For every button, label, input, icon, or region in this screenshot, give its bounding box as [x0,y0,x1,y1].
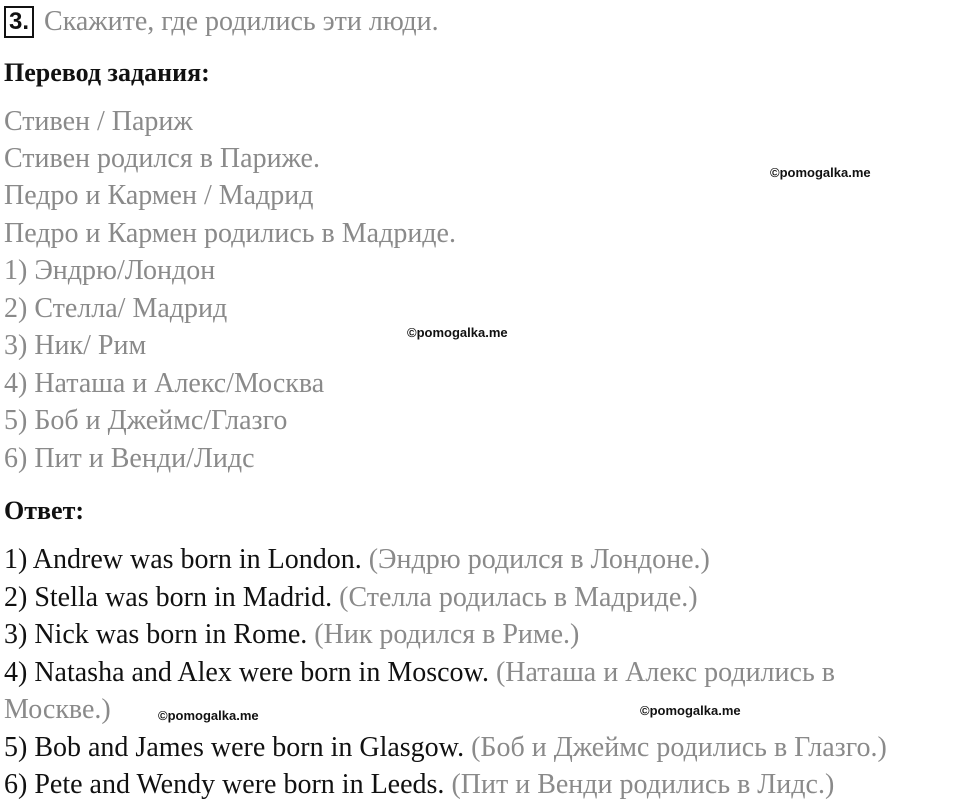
watermark: ©pomogalka.me [770,165,871,180]
answer-line [4,544,710,576]
translation-line: Педро и Кармен родились в Мадриде. [4,218,456,249]
answer-heading: Ответ: [4,496,85,525]
answer-russian: (Наташа и Алекс родились в [488,657,835,688]
answer-russian: (Стелла родилась в Мадриде.) [332,582,698,613]
watermark: ©pomogalka.me [158,708,259,723]
answer-russian: (Эндрю родился в Лондоне.) [361,544,710,575]
answer-line [4,732,887,764]
answer-russian: (Ник родился в Риме.) [307,619,580,650]
translation-line: 1) Эндрю/Лондон [4,255,216,286]
translation-line: Стивен / Париж [4,106,193,137]
answer-line [4,619,579,651]
answer-english: 6) Pete and Wendy were born in Leeds. [4,769,445,800]
answer-english: 1) Andrew was born in London. [4,544,362,575]
translation-line: 5) Боб и Джеймс/Глазго [4,405,288,436]
translation-line: Стивен родился в Париже. [4,143,320,174]
task-instruction: Скажите, где родились эти люди. [44,6,439,37]
translation-heading: Перевод задания: [4,58,210,87]
answer-line [4,769,834,801]
translation-line: 2) Стелла/ Мадрид [4,293,228,324]
answer-line-continuation [4,694,111,726]
task-number: 3. [4,6,34,38]
answer-english: 4) Natasha and Alex were born in Moscow. [4,657,489,688]
watermark: ©pomogalka.me [407,325,508,340]
answer-russian: (Боб и Джеймс родились в Глазго.) [464,732,887,763]
translation-line: 6) Пит и Венди/Лидс [4,443,255,474]
answer-line [4,657,835,689]
answer-english: 2) Stella was born in Madrid. [4,582,333,613]
task-header [4,6,439,38]
answer-russian: Москве.) [4,694,111,725]
translation-line: 3) Ник/ Рим [4,330,147,361]
answer-line [4,582,698,614]
translation-line: Педро и Кармен / Мадрид [4,180,314,211]
watermark: ©pomogalka.me [640,703,741,718]
answer-russian: (Пит и Венди родились в Лидс.) [444,769,835,800]
answer-english: 5) Bob and James were born in Glasgow. [4,732,465,763]
answer-english: 3) Nick was born in Rome. [4,619,308,650]
translation-line: 4) Наташа и Алекс/Москва [4,368,325,399]
